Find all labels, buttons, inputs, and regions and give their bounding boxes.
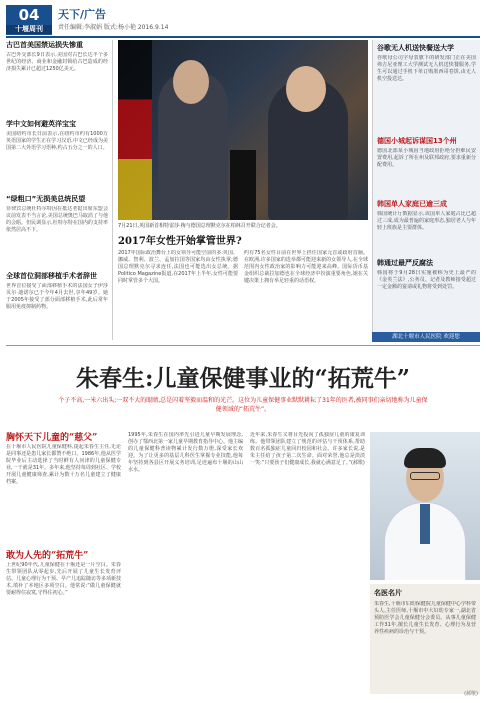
right-text-1: 谷歌母公司字母表旗下的研发部门正在美国弗吉尼亚理工大学测试无人机送快餐服务,学生可以通过手机下单订购墨西哥卷饼,由无人机空投送达。 [377,55,476,82]
page-number-badge [6,5,52,35]
brief-heading-3: “绿粗口”无损美总统民望 [6,195,86,203]
news-photo [118,40,368,220]
right-text-2: 德国北部某小城因当地政府拒绝分担难民安置费用,起诉了所在州及联邦政府,要求重新分配费用。 [377,148,476,168]
right-heading-3: 韩国单人家庭已逾三成 [377,200,447,208]
header-meta: 责任编辑:李淑娟 版式:杨小艳 2016.9.14 [58,24,169,31]
brief-text-1: 古巴外交部长9日表示,美国对古巴长达半个多世纪的经济、商业和金融封锁给古巴造成的经济损失累计已超过1250亿美元。 [6,52,108,72]
feature-title: 朱春生:儿童保健事业的“拓荒牛” [76,365,410,392]
flag-backdrop [118,40,152,220]
feature-section-heading-2: 敢为人先的“拓荒牛” [6,551,89,561]
feature-section-heading-1: 胸怀天下儿童的“慈父” [6,433,98,443]
author-note: (郝歌) [464,691,478,697]
main-headline: 2017年女性开始掌管世界? [118,236,242,247]
hospital-ad-strip: 湖北十堰市人民医院 欢迎您 [372,332,480,342]
photo-caption: 7月21日,英国新首相特雷莎·梅与德国总理默克尔在柏林召开联合记者会。 [118,223,281,229]
brief-text-2: 美国纽约市长日前表示,在纽约市约有1000万英语国家的学生正在学习汉语,中文已经成为美国第二大外语学习语种,约占五分之一的人口。 [6,131,108,151]
section-tag: 十堰周刊 [6,25,52,34]
right-briefs-column [372,40,480,338]
header-divider [6,36,480,38]
profile-text: 朱春生,十堰市妇幼保健院儿童保健中心学科带头人,主任医师,十堰市中大妇幼专家一,湖北省预防医学会儿童保健分会委员。从事儿童保健工作31年,擅长儿童生长发育、心理行为及营养性疾病的诊治与干预。 [374,601,476,635]
brief-heading-2: 学中文如何避英洋宝宝 [6,120,76,128]
person-right-head [286,66,326,112]
podium-microphone [230,150,256,220]
feature-subtitle: 个子不高,一米六出头;一双不大的眼睛,总是闪着坚毅而温和的光芒。这位为儿童保健事业默默耕耘了31年的医者,被同事们亲切地称为儿童保健领域的“拓荒牛”。 [58,397,428,413]
brief-heading-4: 全球首位洞部移植手术者辞世 [6,272,97,280]
glasses [410,472,440,480]
doctor-portrait [370,432,480,580]
main-story-col-1: 2017年国际政治舞台上的女领导可能空前的多:英国、挪威、智利、波兰、孟加拉国等国家均由女性执掌;德国总理默克尔寻求连任,法国也可能选出女总统。据Politico Magazine报道,在2017年上半年,女性可能要同时掌管多个大国。 [118,250,238,284]
doctor-hair [404,448,446,468]
feature-text-1: 在十堰市人民医院儿童保健科,提起朱春生主任,无论是同事还是患儿家长都赞不绝口。1986年,他从医学院毕业后主动选择了当时鲜有人问津的儿童保健专业,一干就是31年。多年来,他坚持每周到社区、学校开展儿童健康筛查,累计为数十万名儿童建立了健康档案。 [6,444,121,485]
doctor-profile-card [370,584,480,694]
right-heading-4: 韩通过最严反腐法 [377,259,433,267]
tie [420,504,430,544]
page-number: 04 [18,6,40,24]
section-divider [6,345,480,346]
feature-text-4: 近年来,朱春生又将目光投向了孤独症儿童的康复训练。他带领团队建立了规范的评估与干预体系,帮助数百名孤独症儿童回归校园和社会。许多家长说,是朱主任给了孩子第二次生命。面对荣誉,他总是淡淡一笑:“只要孩子们健康成长,我就心满意足了。”(郝歌) [250,432,365,466]
right-heading-1: 谷歌无人机送快餐送大学 [377,44,454,52]
left-briefs-column [6,40,113,340]
brief-text-3: 菲律宾总统杜特尔特因在抵达老挝出席东盟会议前发表不当言论,美国总统奥巴马取消了与他的会晤。但民调显示,杜特尔特在国内的支持率依然居高不下。 [6,206,108,233]
right-heading-2: 德国小城起诉谋国13个州 [377,137,457,145]
main-story-col-2: 约有75名女性目前在世界上担任国家元首或政府首脑。在欧洲,许多国家的选举都可能迎来新的女领导人,在全球范围内女性政治家的影响力可能迎来高峰。国际货币基金组织总裁拉加德也在全球经济中扮演重要角色,她在关键决策上拥有举足轻重的话语权。 [244,250,368,284]
section-title: 天下/广告 [58,8,107,21]
right-text-3: 韩国统计厅数据显示,该国单人家庭占比已超过三成,成为最普遍的家庭形态,独居老人与年轻上班族是主要群体。 [377,211,476,231]
brief-heading-1: 古巴首美国禁运损失惨重 [6,41,83,49]
feature-text-2: 上世纪90年代,儿童保健在十堰还是一片空白。朱春生带领团队从零起步,先后开展了儿童生长发育评估、儿童心理行为干预、早产儿追踪随访等多项新技术,填补了本地区多项空白。他常说:“做儿童保健就要耐得住寂寞,守得住初心。” [6,562,121,596]
feature-text-3: 1995年,朱春生在国内率先引进儿童早期发展理念,创办了鄂西北第一家儿童早期教育指导中心。他主编的儿童保健科普读物累计发行数万册,深受家长欢迎。为了让更多的基层儿科医生掌握专业技能,他每年坚持到各县区开展义务培训,足迹遍布十堰的山山水水。 [128,432,243,473]
brief-text-4: 世界首位接受了面部移植手术的法国女子伊莎贝尔·迪诺尔已于今年4月去世,享年49岁。她于2005年接受了部分面部移植手术,此后常年服用免疫抑制药物。 [6,283,108,310]
profile-title: 名医名片 [374,589,402,597]
person-left-head [173,60,209,104]
right-text-4: 韩国将于9月28日实施被称为史上最严的《金英兰法》,公务员、记者及教师接受超过一定金额的宴请或礼物将受到处罚。 [377,270,476,290]
